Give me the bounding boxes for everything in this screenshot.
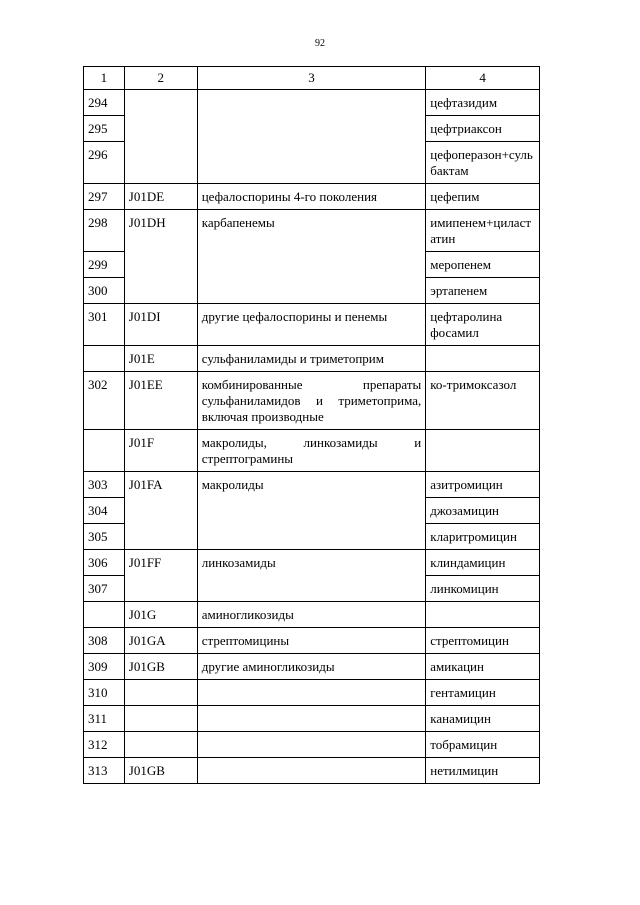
atc-code: J01G — [124, 602, 197, 628]
group-name — [197, 680, 426, 706]
row-number — [84, 346, 125, 372]
table-row — [84, 430, 540, 472]
drug-name: меропенем — [426, 252, 540, 278]
drug-name: нетилмицин — [426, 758, 540, 784]
drug-name: клиндамицин — [426, 550, 540, 576]
drug-name — [426, 430, 540, 472]
row-number: 313 — [84, 758, 125, 784]
group-name — [197, 90, 426, 184]
row-number: 310 — [84, 680, 125, 706]
table-row — [84, 346, 540, 372]
drug-name: азитромицин — [426, 472, 540, 498]
atc-code: J01DI — [124, 304, 197, 346]
atc-code: J01FA — [124, 472, 197, 550]
row-number: 311 — [84, 706, 125, 732]
column-header: 4 — [426, 67, 540, 90]
drug-name: тобрамицин — [426, 732, 540, 758]
row-number: 300 — [84, 278, 125, 304]
table-row — [84, 372, 540, 430]
drug-name: гентамицин — [426, 680, 540, 706]
atc-code: J01FF — [124, 550, 197, 602]
group-name: цефалоспорины 4-го поколения — [197, 184, 426, 210]
atc-code — [124, 732, 197, 758]
table-row — [84, 654, 540, 680]
drug-name: эртапенем — [426, 278, 540, 304]
table-row — [84, 628, 540, 654]
drug-name: цефтазидим — [426, 90, 540, 116]
atc-code: J01GB — [124, 654, 197, 680]
row-number: 307 — [84, 576, 125, 602]
atc-code: J01DE — [124, 184, 197, 210]
drug-table — [83, 66, 540, 784]
table-row — [84, 304, 540, 346]
drug-name: цефепим — [426, 184, 540, 210]
drug-name: амикацин — [426, 654, 540, 680]
row-number: 303 — [84, 472, 125, 498]
atc-code: J01GA — [124, 628, 197, 654]
group-name: макролиды, линкозамиды и стрептограмины — [197, 430, 426, 472]
group-name: комбинированные препараты сульфаниламидов и триметоприма, включая производные — [197, 372, 426, 430]
row-number: 302 — [84, 372, 125, 430]
drug-name: стрептомицин — [426, 628, 540, 654]
atc-code: J01DH — [124, 210, 197, 304]
table-row — [84, 602, 540, 628]
atc-code — [124, 90, 197, 184]
atc-code: J01EE — [124, 372, 197, 430]
row-number: 294 — [84, 90, 125, 116]
row-number: 298 — [84, 210, 125, 252]
row-number: 306 — [84, 550, 125, 576]
row-number — [84, 602, 125, 628]
drug-name — [426, 602, 540, 628]
row-number: 304 — [84, 498, 125, 524]
drug-name: цефтаролина фосамил — [426, 304, 540, 346]
row-number: 296 — [84, 142, 125, 184]
row-number: 301 — [84, 304, 125, 346]
drug-name: джозамицин — [426, 498, 540, 524]
drug-name: цефоперазон+сульбактам — [426, 142, 540, 184]
group-name: сульфаниламиды и триметоприм — [197, 346, 426, 372]
atc-code — [124, 706, 197, 732]
row-number: 297 — [84, 184, 125, 210]
row-number: 308 — [84, 628, 125, 654]
group-name — [197, 732, 426, 758]
row-number: 312 — [84, 732, 125, 758]
group-name: другие цефалоспорины и пенемы — [197, 304, 426, 346]
atc-code: J01E — [124, 346, 197, 372]
table-row — [84, 680, 540, 706]
group-name: стрептомицины — [197, 628, 426, 654]
group-name: карбапенемы — [197, 210, 426, 304]
table-row — [84, 184, 540, 210]
row-number: 309 — [84, 654, 125, 680]
table-row — [84, 758, 540, 784]
drug-name: кларитромицин — [426, 524, 540, 550]
column-header: 3 — [197, 67, 426, 90]
group-name: макролиды — [197, 472, 426, 550]
group-name: линкозамиды — [197, 550, 426, 602]
atc-code: J01F — [124, 430, 197, 472]
table-row — [84, 550, 540, 576]
drug-name: цефтриаксон — [426, 116, 540, 142]
drug-name: линкомицин — [426, 576, 540, 602]
column-header: 2 — [124, 67, 197, 90]
row-number — [84, 430, 125, 472]
drug-name: имипенем+циластатин — [426, 210, 540, 252]
group-name — [197, 758, 426, 784]
table-row — [84, 706, 540, 732]
table-row — [84, 210, 540, 252]
table-row — [84, 90, 540, 116]
column-header: 1 — [84, 67, 125, 90]
atc-code: J01GB — [124, 758, 197, 784]
drug-name: ко-тримоксазол — [426, 372, 540, 430]
drug-name — [426, 346, 540, 372]
table-row — [84, 472, 540, 498]
table-header-row — [84, 67, 540, 90]
row-number: 299 — [84, 252, 125, 278]
atc-code — [124, 680, 197, 706]
row-number: 295 — [84, 116, 125, 142]
row-number: 305 — [84, 524, 125, 550]
table-row — [84, 732, 540, 758]
group-name — [197, 706, 426, 732]
page-number: 92 — [315, 38, 325, 49]
group-name: другие аминогликозиды — [197, 654, 426, 680]
drug-name: канамицин — [426, 706, 540, 732]
group-name: аминогликозиды — [197, 602, 426, 628]
